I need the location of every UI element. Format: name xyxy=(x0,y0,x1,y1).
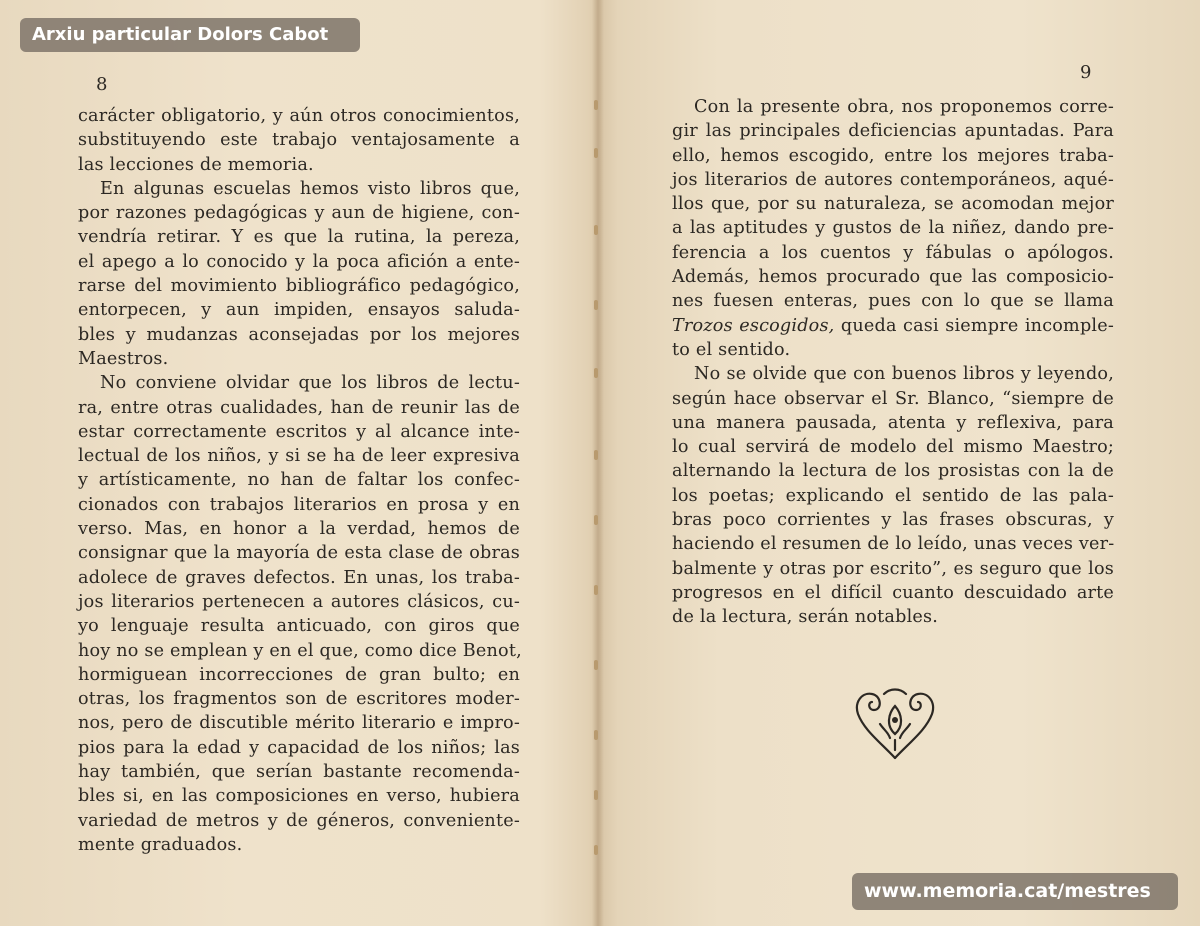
text-line: Con la presente obra, nos proponemos corre- xyxy=(694,97,1114,117)
text-line: ra, entre otras cualidades, han de reunir las de xyxy=(78,397,520,418)
text-line: y artísticamente, no han de faltar los confec- xyxy=(78,470,520,491)
binding-stitch xyxy=(594,450,598,460)
text-line: hay también, que serían bastante recomenda- xyxy=(78,762,520,783)
text-line: No se olvide que con buenos libros y leyendo, xyxy=(694,364,1114,385)
text-line: hormiguean incorrecciones de gran bulto; en xyxy=(78,664,520,685)
text-line: consignar que la mayoría de esta clase de obras xyxy=(78,543,520,564)
text-line: lectual de los niños, y si se ha de leer expresiva xyxy=(78,446,520,467)
binding-stitch xyxy=(594,100,598,110)
text-line: estar correctamente escritos y al alcance inte- xyxy=(78,421,520,442)
text-line: pios para la edad y capacidad de los niños; las xyxy=(78,737,520,758)
text-line: Además, hemos procurado que las composicio- xyxy=(672,267,1114,288)
text-line: mente graduados. xyxy=(78,834,243,855)
text-line: vendría retirar. Y es que la rutina, la pereza, xyxy=(78,227,520,248)
binding-stitch xyxy=(594,790,598,800)
text-line: rarse del movimiento bibliográfico pedagógico, xyxy=(78,276,520,297)
text-line: adolece de graves defectos. En unas, los traba- xyxy=(78,567,520,588)
text-line: nes fuesen enteras, pues con lo que se llama xyxy=(672,291,1114,312)
text-line: según hace observar el Sr. Blanco, “siempre de xyxy=(672,388,1114,409)
binding-stitch xyxy=(594,660,598,670)
text-line: ferencia a los cuentos y fábulas o apólogos. xyxy=(672,242,1114,263)
heart-fleuron-ornament-icon xyxy=(850,684,940,764)
text-line: gir las principales deficiencias apuntadas. Para xyxy=(672,121,1114,142)
text-line: hoy no se emplean y en el que, como dice Benot, xyxy=(78,640,522,661)
text-line: No conviene olvidar que los libros de lectu- xyxy=(100,373,520,394)
text-line: Trozos escogidos, queda casi siempre incomple- xyxy=(672,315,1114,336)
text-line: jos literarios pertenecen a autores clásicos, cu- xyxy=(78,591,520,612)
text-line: lo cual servirá de modelo del mismo Maestro; xyxy=(672,437,1114,458)
text-line: por razones pedagógicas y aun de higiene, con- xyxy=(78,203,520,224)
right-page-number: 9 xyxy=(1080,62,1092,83)
text-line: carácter obligatorio, y aún otros conocimientos, xyxy=(78,106,520,126)
text-line: los poetas; explicando el sentido de las pala- xyxy=(672,485,1114,506)
text-line: una manera pausada, atenta y reflexiva, para xyxy=(672,412,1114,433)
text-line: yo lenguaje resulta anticuado, con giros que xyxy=(78,616,520,637)
text-line: En algunas escuelas hemos visto libros que, xyxy=(100,178,520,199)
text-line: bles y mudanzas aconsejadas por los mejores xyxy=(78,324,520,345)
text-line: alternando la lectura de los prosistas con la de xyxy=(672,461,1114,482)
right-page xyxy=(600,0,1200,926)
text-line: variedad de metros y de géneros, conveniente- xyxy=(78,810,520,831)
left-page-text xyxy=(78,104,520,857)
text-line: otras, los fragmentos son de escritores moder- xyxy=(78,689,520,710)
text-line: llos que, por su naturaleza, se acomodan mejor xyxy=(672,194,1114,215)
right-page-text xyxy=(672,95,1114,630)
binding-stitch xyxy=(594,515,598,525)
text-line: substituyendo este trabajo ventajosamente a xyxy=(78,130,520,151)
binding-stitch xyxy=(594,368,598,378)
text-line: bles si, en las composiciones en verso, hubiera xyxy=(78,786,520,807)
text-line: las lecciones de memoria. xyxy=(78,154,314,175)
text-line: progresos en el difícil cuanto descuidado arte xyxy=(672,582,1114,603)
binding-stitch xyxy=(594,845,598,855)
text-line: Maestros. xyxy=(78,348,169,369)
text-line: balmente y otras por escrito”, es seguro que los xyxy=(672,558,1114,579)
text-line: jos literarios de autores contemporáneos, aqué- xyxy=(672,169,1114,190)
archive-watermark-badge: Arxiu particular Dolors Cabot xyxy=(20,18,360,52)
text-line: verso. Mas, en honor a la verdad, hemos de xyxy=(78,519,520,540)
text-line: a las aptitudes y gustos de la niñez, dando pre- xyxy=(672,218,1114,239)
binding-stitch xyxy=(594,225,598,235)
text-line: to el sentido. xyxy=(672,339,791,360)
binding-stitch xyxy=(594,148,598,158)
text-line: bras poco corrientes y las frases obscuras, y xyxy=(672,510,1114,531)
italic-title: Trozos escogidos, xyxy=(672,315,835,336)
left-page xyxy=(0,0,596,926)
text-line: ello, hemos escogido, entre los mejores traba- xyxy=(672,145,1114,166)
binding-stitch xyxy=(594,585,598,595)
binding-stitch xyxy=(594,300,598,310)
left-page-number: 8 xyxy=(96,74,108,95)
text-line: cionados con trabajos literarios en prosa y en xyxy=(78,494,520,515)
text-line: nos, pero de discutible mérito literario e impro- xyxy=(78,713,520,734)
binding-stitch xyxy=(594,730,598,740)
website-watermark-badge: www.memoria.cat/mestres xyxy=(852,873,1178,910)
text-line: haciendo el resumen de lo leído, unas veces ver- xyxy=(672,534,1115,555)
text-line: de la lectura, serán notables. xyxy=(672,607,939,628)
text-line: el apego a lo conocido y la poca afición a ente- xyxy=(78,251,520,272)
text-line: entorpecen, y aun impiden, ensayos saluda- xyxy=(78,300,520,321)
